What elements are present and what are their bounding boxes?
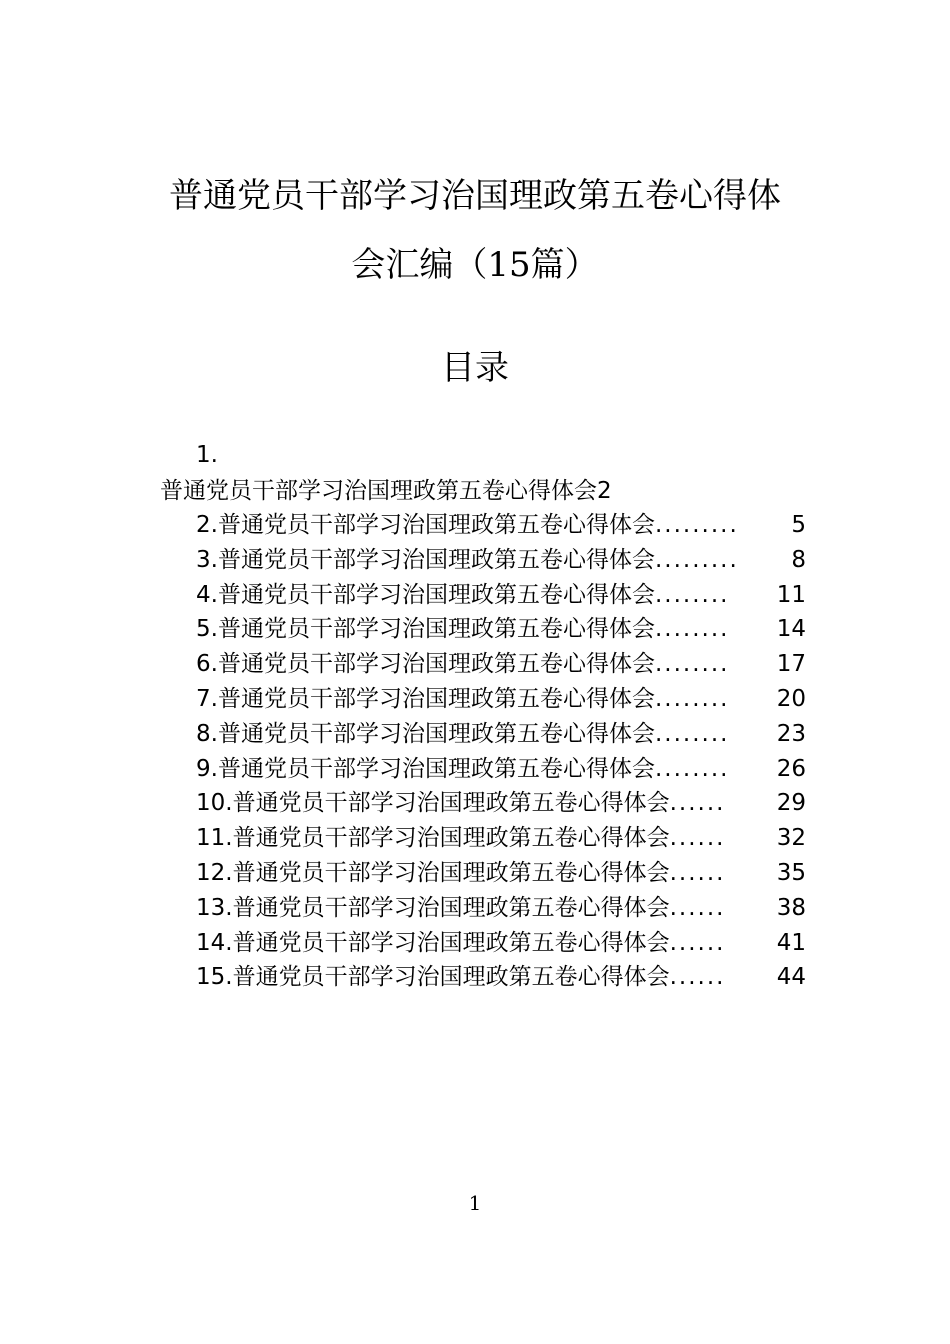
title-line-2-suffix: 篇） (530, 245, 599, 285)
toc-entry-page: 44 (776, 964, 806, 990)
toc-entry-page: 14 (776, 616, 806, 642)
toc-entry-title: 14.普通党员干部学习治国理政第五卷心得体会 (196, 930, 670, 956)
toc-entry-leader-dots: ...... (669, 930, 726, 956)
toc-entry-page: 5 (791, 512, 806, 538)
toc-entry-title: 15.普通党员干部学习治国理政第五卷心得体会 (196, 964, 670, 990)
toc-entry-title: 9.普通党员干部学习治国理政第五卷心得体会 (196, 756, 655, 782)
toc-entry-page: 17 (776, 651, 806, 677)
toc-entry[interactable] (196, 684, 806, 714)
toc-entry-page: 23 (776, 721, 806, 747)
toc-entry[interactable] (196, 545, 806, 575)
toc-entry-leader-dots: ........ (654, 651, 730, 677)
toc-entry-leader-dots: ......... (654, 512, 739, 538)
toc-entry-title: 6.普通党员干部学习治国理政第五卷心得体会 (196, 651, 655, 677)
toc-entry-page: 35 (776, 860, 806, 886)
toc-entry-leader-dots: ........ (654, 756, 730, 782)
title-count-number: 15 (487, 245, 531, 285)
toc-entry-leader-dots: ........ (654, 686, 730, 712)
toc-entry[interactable] (196, 962, 806, 992)
toc-entry-page: 38 (776, 895, 806, 921)
toc-entry-leader-dots: ...... (669, 860, 726, 886)
toc-entry-1-title: 普通党员干部学习治国理政第五卷心得体会 (160, 478, 597, 504)
toc-entry-leader-dots: ........ (654, 582, 730, 608)
toc-entry-page: 11 (776, 582, 806, 608)
toc-entry-title: 2.普通党员干部学习治国理政第五卷心得体会 (196, 512, 655, 538)
toc-entry-title: 4.普通党员干部学习治国理政第五卷心得体会 (196, 582, 655, 608)
document-title-line-1: 普通党员干部学习治国理政第五卷心得体 (169, 176, 781, 216)
toc-entry[interactable] (196, 580, 806, 610)
title-line-2-prefix: 会汇编（ (351, 245, 488, 285)
toc-entry-title: 10.普通党员干部学习治国理政第五卷心得体会 (196, 790, 670, 816)
toc-entry-1-page: 2 (597, 478, 612, 504)
toc-entry-1-number[interactable]: 1. (196, 442, 218, 468)
toc-entry-title: 5.普通党员干部学习治国理政第五卷心得体会 (196, 616, 655, 642)
toc-entry[interactable] (196, 510, 806, 540)
toc-entry[interactable] (196, 893, 806, 923)
toc-entry[interactable] (196, 823, 806, 853)
toc-entry-title: 7.普通党员干部学习治国理政第五卷心得体会 (196, 686, 655, 712)
toc-entry[interactable] (196, 649, 806, 679)
toc-entry[interactable] (196, 928, 806, 958)
toc-entry-page: 8 (791, 547, 806, 573)
toc-entry[interactable] (196, 754, 806, 784)
toc-entry[interactable] (196, 719, 806, 749)
page-number: 1 (468, 1191, 482, 1215)
toc-entry-page: 20 (776, 686, 806, 712)
toc-entry[interactable] (196, 788, 806, 818)
toc-entry-leader-dots: ...... (669, 895, 726, 921)
toc-entry-title: 11.普通党员干部学习治国理政第五卷心得体会 (196, 825, 670, 851)
toc-entry-page: 29 (776, 790, 806, 816)
toc-heading: 目录 (441, 348, 509, 388)
toc-entry-1[interactable] (160, 476, 612, 506)
toc-entry-title: 8.普通党员干部学习治国理政第五卷心得体会 (196, 721, 655, 747)
toc-entry-page: 26 (776, 756, 806, 782)
toc-entry[interactable] (196, 858, 806, 888)
toc-entry-page: 32 (776, 825, 806, 851)
toc-entry-page: 41 (776, 930, 806, 956)
document-title-line-2 (0, 243, 950, 287)
toc-entry[interactable] (196, 614, 806, 644)
toc-entry-title: 12.普通党员干部学习治国理政第五卷心得体会 (196, 860, 670, 886)
toc-entry-title: 13.普通党员干部学习治国理政第五卷心得体会 (196, 895, 670, 921)
toc-entry-leader-dots: ...... (669, 964, 726, 990)
toc-entry-leader-dots: ......... (654, 547, 739, 573)
toc-entry-leader-dots: ...... (669, 790, 726, 816)
toc-entry-leader-dots: ...... (669, 825, 726, 851)
toc-entry-leader-dots: ........ (654, 721, 730, 747)
toc-entry-title: 3.普通党员干部学习治国理政第五卷心得体会 (196, 547, 655, 573)
toc-entry-leader-dots: ........ (654, 616, 730, 642)
